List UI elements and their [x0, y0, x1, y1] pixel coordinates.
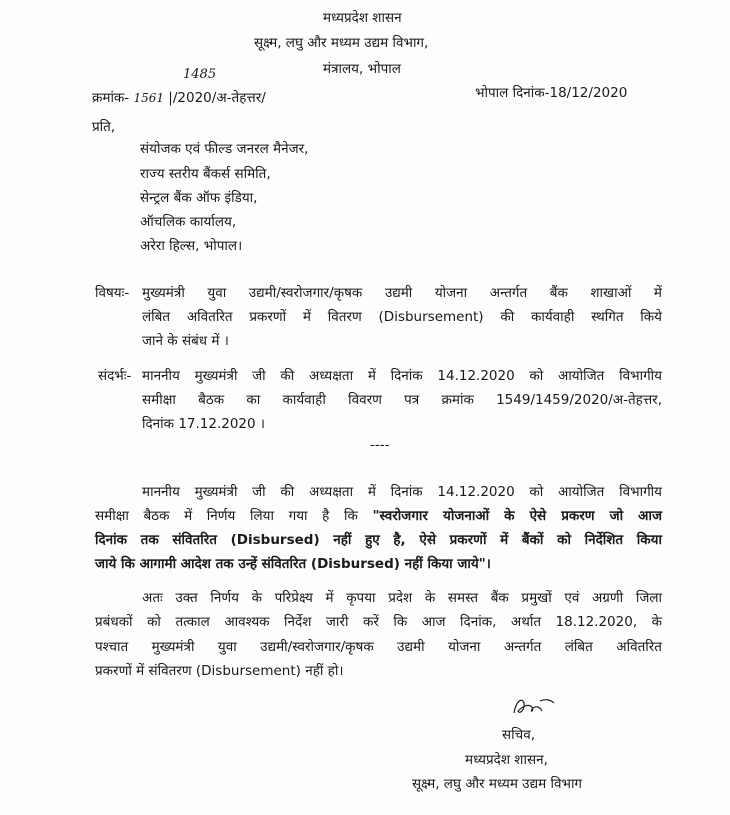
- subject-line: लंबित अवितरित प्रकरणों में वितरण (Disbursement) की कार्यवाही स्थगित किये: [142, 309, 662, 325]
- addressee-line: सेन्ट्रल बैंक ऑफ इंडिया,: [140, 190, 258, 206]
- header-ministry: मंत्रालय, भोपाल: [323, 61, 401, 77]
- decision-quote-line: जाये कि आगामी आदेश तक उन्हें संवितरित (Disbursed) नहीं किया जाये"।: [95, 556, 491, 572]
- addressee-line: अरेरा हिल्स, भोपाल।: [140, 238, 243, 254]
- prati-label: प्रति,: [92, 119, 116, 135]
- reference-suffix: /2020/अ-तेहत्तर/: [172, 90, 266, 106]
- decision-quote-line: दिनांक तक संवितरित (Disbursed) नहीं हुए है, ऐसे प्रकरणों में बैंकों को निर्देशित किया: [95, 532, 662, 548]
- addressee-line: ऑचलिक कार्यालय,: [140, 214, 237, 230]
- reference-line: समीक्षा बैठक का कार्यवाही विवरण पत्र क्रमांक 1549/1459/2020/अ-तेहत्तर,: [142, 392, 662, 408]
- subject-line: जाने के संबंध में ।: [142, 333, 229, 349]
- reference-number: [92, 88, 266, 106]
- signatory-government: मध्यप्रदेश शासन,: [465, 752, 548, 768]
- addressee-line: संयोजक एवं फील्ड जनरल मैनेजर,: [140, 141, 309, 157]
- handwritten-number: 1561: [133, 91, 165, 105]
- signatory-title: सचिव,: [502, 727, 535, 743]
- handwritten-slash: |: [164, 90, 173, 106]
- subject-line: मुख्यमंत्री युवा उद्यमी/स्वरोजगार/कृषक उद्यमी योजना अन्तर्गत बैंक शाखाओं में: [142, 285, 662, 301]
- signature-scribble: [510, 693, 560, 721]
- addressee-line: राज्य स्तरीय बैंकर्स समिति,: [140, 166, 271, 182]
- paragraph-line: प्रबंधकों को तत्काल आवश्यक निर्देश जारी करें कि आज दिनांक, अर्थात 18.12.2020, के: [95, 614, 662, 630]
- paragraph-line: [95, 506, 662, 524]
- reference-label: संदर्भः-: [98, 368, 132, 384]
- header-government: मध्यप्रदेश शासन: [323, 10, 402, 26]
- reference-prefix: क्रमांक-: [92, 90, 134, 106]
- reference-line: माननीय मुख्यमंत्री जी की अध्यक्षता में दिनांक 14.12.2020 को आयोजित विभागीय: [142, 368, 662, 384]
- handwritten-dispatch-number: 1485: [183, 67, 217, 82]
- decision-quote: "स्वरोजगार योजनाओं के ऐसे प्रकरण जो आज: [372, 508, 662, 524]
- paragraph-line: प्रकरणों में संवितरण (Disbursement) नहीं हो।: [95, 663, 344, 679]
- reference-line: दिनांक 17.12.2020 ।: [142, 416, 266, 432]
- signatory-department: सूक्ष्म, लघु और मध्यम उद्यम विभाग: [412, 776, 583, 792]
- paragraph-text: समीक्षा बैठक में निर्णय लिया गया है कि: [95, 508, 373, 524]
- paragraph-line: अतः उक्त निर्णय के परिप्रेक्ष्य में कृपया प्रदेश के समस्त बैंक प्रमुखों एवं अग्रणी जिला: [142, 590, 662, 606]
- paragraph-line: पश्चात मुख्यमंत्री युवा उद्यमी/स्वरोजगार/कृषक उद्यमी योजना अन्तर्गत लंबित अवितरित: [95, 639, 662, 655]
- subject-label: विषयः-: [95, 285, 130, 301]
- header-department: सूक्ष्म, लघु और मध्यम उद्यम विभाग,: [254, 35, 429, 51]
- paragraph-line: माननीय मुख्यमंत्री जी की अध्यक्षता में दिनांक 14.12.2020 को आयोजित विभागीय: [142, 484, 662, 500]
- letter-date: भोपाल दिनांक-18/12/2020: [475, 85, 628, 101]
- separator: ----: [370, 437, 390, 453]
